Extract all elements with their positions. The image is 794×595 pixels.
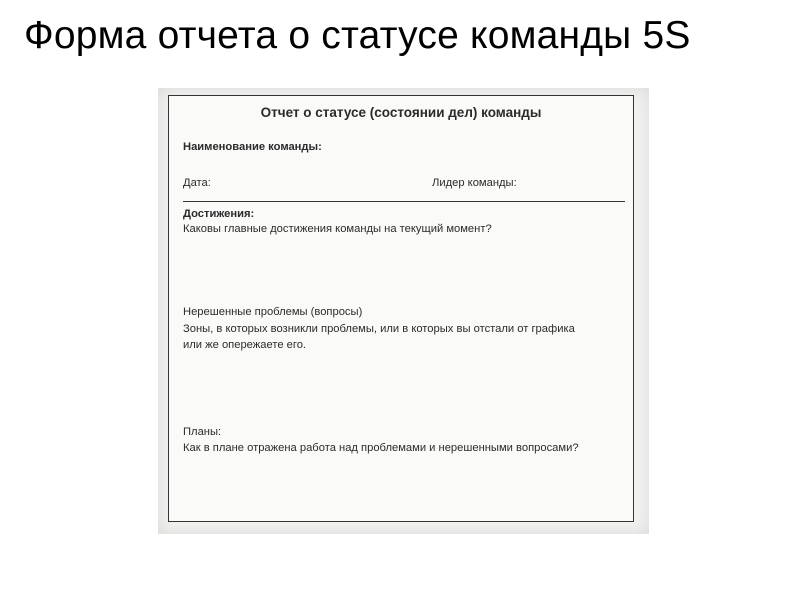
team-leader-label: Лидер команды: <box>432 177 517 189</box>
date-label: Дата: <box>183 177 211 189</box>
achievements-heading: Достижения: <box>183 208 255 220</box>
team-name-label: Наименование команды: <box>183 141 322 153</box>
plans-question: Как в плане отражена работа над проблемами и нерешенными вопросами? <box>183 442 579 454</box>
form-title: Отчет о статусе (состоянии дел) команды <box>260 105 542 120</box>
status-report-form <box>168 95 634 522</box>
achievements-question: Каковы главные достижения команды на текущий момент? <box>183 223 492 235</box>
slide-title: Форма отчета о статусе команды 5S <box>24 14 691 57</box>
plans-heading: Планы: <box>183 426 222 438</box>
header-divider <box>183 201 625 202</box>
unresolved-issues-question-line1: Зоны, в которых возникли проблемы, или в которых вы отстали от графика <box>183 323 575 335</box>
unresolved-issues-heading: Нерешенные проблемы (вопросы) <box>183 306 363 318</box>
unresolved-issues-question-line2: или же опережаете его. <box>183 339 307 351</box>
scanned-form-image <box>158 88 649 534</box>
